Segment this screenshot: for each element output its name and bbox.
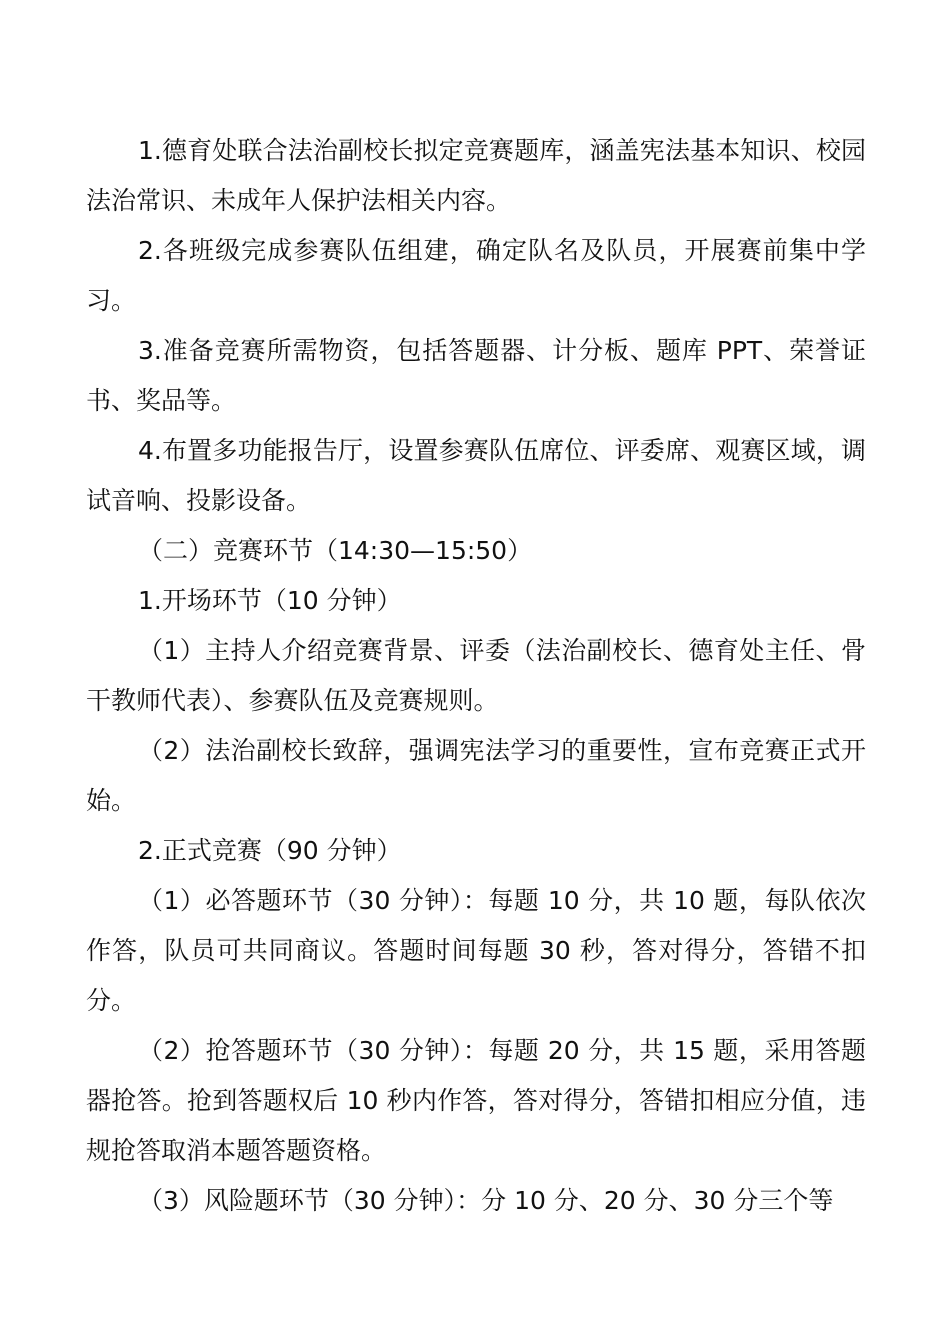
paragraph-prep-1: 1.德育处联合法治副校长拟定竞赛题库，涵盖宪法基本知识、校园法治常识、未成年人保护法相关内容。 bbox=[86, 136, 866, 215]
paragraph-prep-2: 2.各班级完成参赛队伍组建，确定队名及队员，开展赛前集中学习。 bbox=[86, 236, 866, 315]
document-body bbox=[86, 126, 866, 1226]
paragraph-risk-questions: （3）风险题环节（30 分钟）：分 10 分、20 分、30 分三个等 bbox=[138, 1186, 834, 1215]
paragraph-prep-3: 3.准备竞赛所需物资，包括答题器、计分板、题库 PPT、荣誉证书、奖品等。 bbox=[86, 336, 866, 415]
subheading-opening: 1.开场环节（10 分钟） bbox=[138, 586, 402, 615]
section-heading-competition: （二）竞赛环节（14:30—15:50） bbox=[138, 536, 533, 565]
paragraph-opening-2: （2）法治副校长致辞，强调宪法学习的重要性，宣布竞赛正式开始。 bbox=[86, 736, 866, 815]
paragraph-buzzer-questions: （2）抢答题环节（30 分钟）：每题 20 分，共 15 题，采用答题器抢答。抢到答题权后 10 秒内作答，答对得分，答错扣相应分值，违规抢答取消本题答题资格。 bbox=[86, 1036, 866, 1165]
paragraph-required-questions: （1）必答题环节（30 分钟）：每题 10 分，共 10 题，每队依次作答，队员可共同商议。答题时间每题 30 秒，答对得分，答错不扣分。 bbox=[86, 886, 866, 1015]
subheading-formal-competition: 2.正式竞赛（90 分钟） bbox=[138, 836, 402, 865]
paragraph-opening-1: （1）主持人介绍竞赛背景、评委（法治副校长、德育处主任、骨干教师代表）、参赛队伍及竞赛规则。 bbox=[86, 636, 866, 715]
paragraph-prep-4: 4.布置多功能报告厅，设置参赛队伍席位、评委席、观赛区域，调试音响、投影设备。 bbox=[86, 436, 866, 515]
